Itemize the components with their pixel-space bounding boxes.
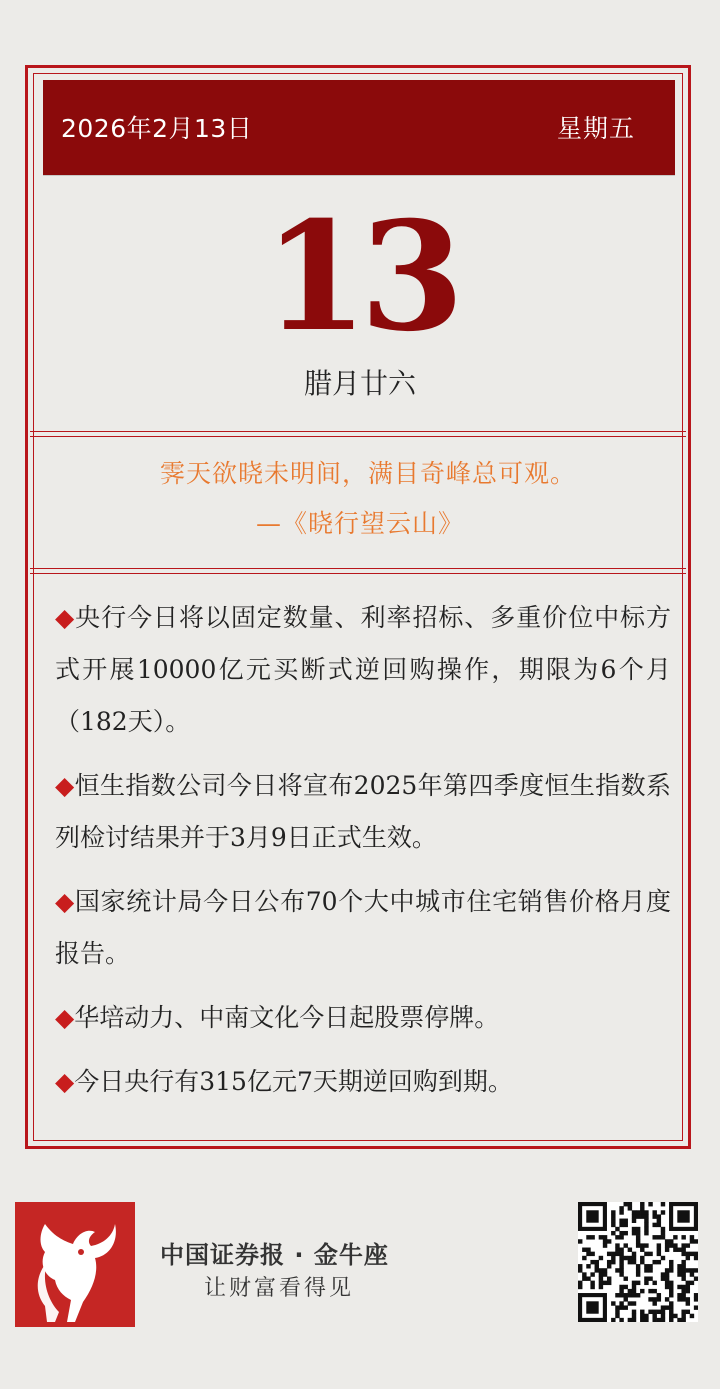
news-item [55,1056,671,1108]
divider [30,436,686,437]
news-text: 国家统计局今日公布70个大中城市住宅销售价格月度报告。 [55,887,671,968]
diamond-bullet-icon: ◆ [55,771,75,800]
news-text: 华培动力、中南文化今日起股票停牌。 [74,1003,500,1032]
diamond-bullet-icon: ◆ [55,887,75,916]
diamond-bullet-icon: ◆ [55,1067,75,1096]
date-header [43,80,675,175]
qr-code-icon[interactable] [578,1202,698,1322]
news-item [55,876,671,980]
poem-line: 霁天欲晓未明间，满目奇峰总可观。 [159,459,576,488]
bull-logo-icon [15,1202,135,1327]
news-text: 今日央行有315亿元7天期逆回购到期。 [74,1067,513,1096]
poem-source: —《晓行望云山》 [255,509,464,538]
news-item [55,760,671,864]
news-text: 恒生指数公司今日将宣布2025年第四季度恒生指数系列检讨结果并于3月9日正式生效。 [55,771,672,852]
news-list [55,592,671,1120]
divider [30,431,686,432]
diamond-bullet-icon: ◆ [55,603,76,632]
header-date: 2026年2月13日 [61,114,253,143]
divider [30,573,686,574]
brand-name: 中国证券报 · 金牛座 [160,1241,389,1269]
divider [30,568,686,569]
header-weekday: 星期五 [556,114,635,143]
news-text: 央行今日将以固定数量、利率招标、多重价位中标方式开展10000亿元买断式逆回购操作，期限为6个月（182天）。 [55,603,671,736]
lunar-date: 腊月廿六 [303,367,416,400]
news-item [55,992,671,1044]
news-item [55,592,671,748]
brand-slogan: 让财富看得见 [204,1276,355,1301]
diamond-bullet-icon: ◆ [55,1003,75,1032]
day-number: 13 [263,189,457,365]
